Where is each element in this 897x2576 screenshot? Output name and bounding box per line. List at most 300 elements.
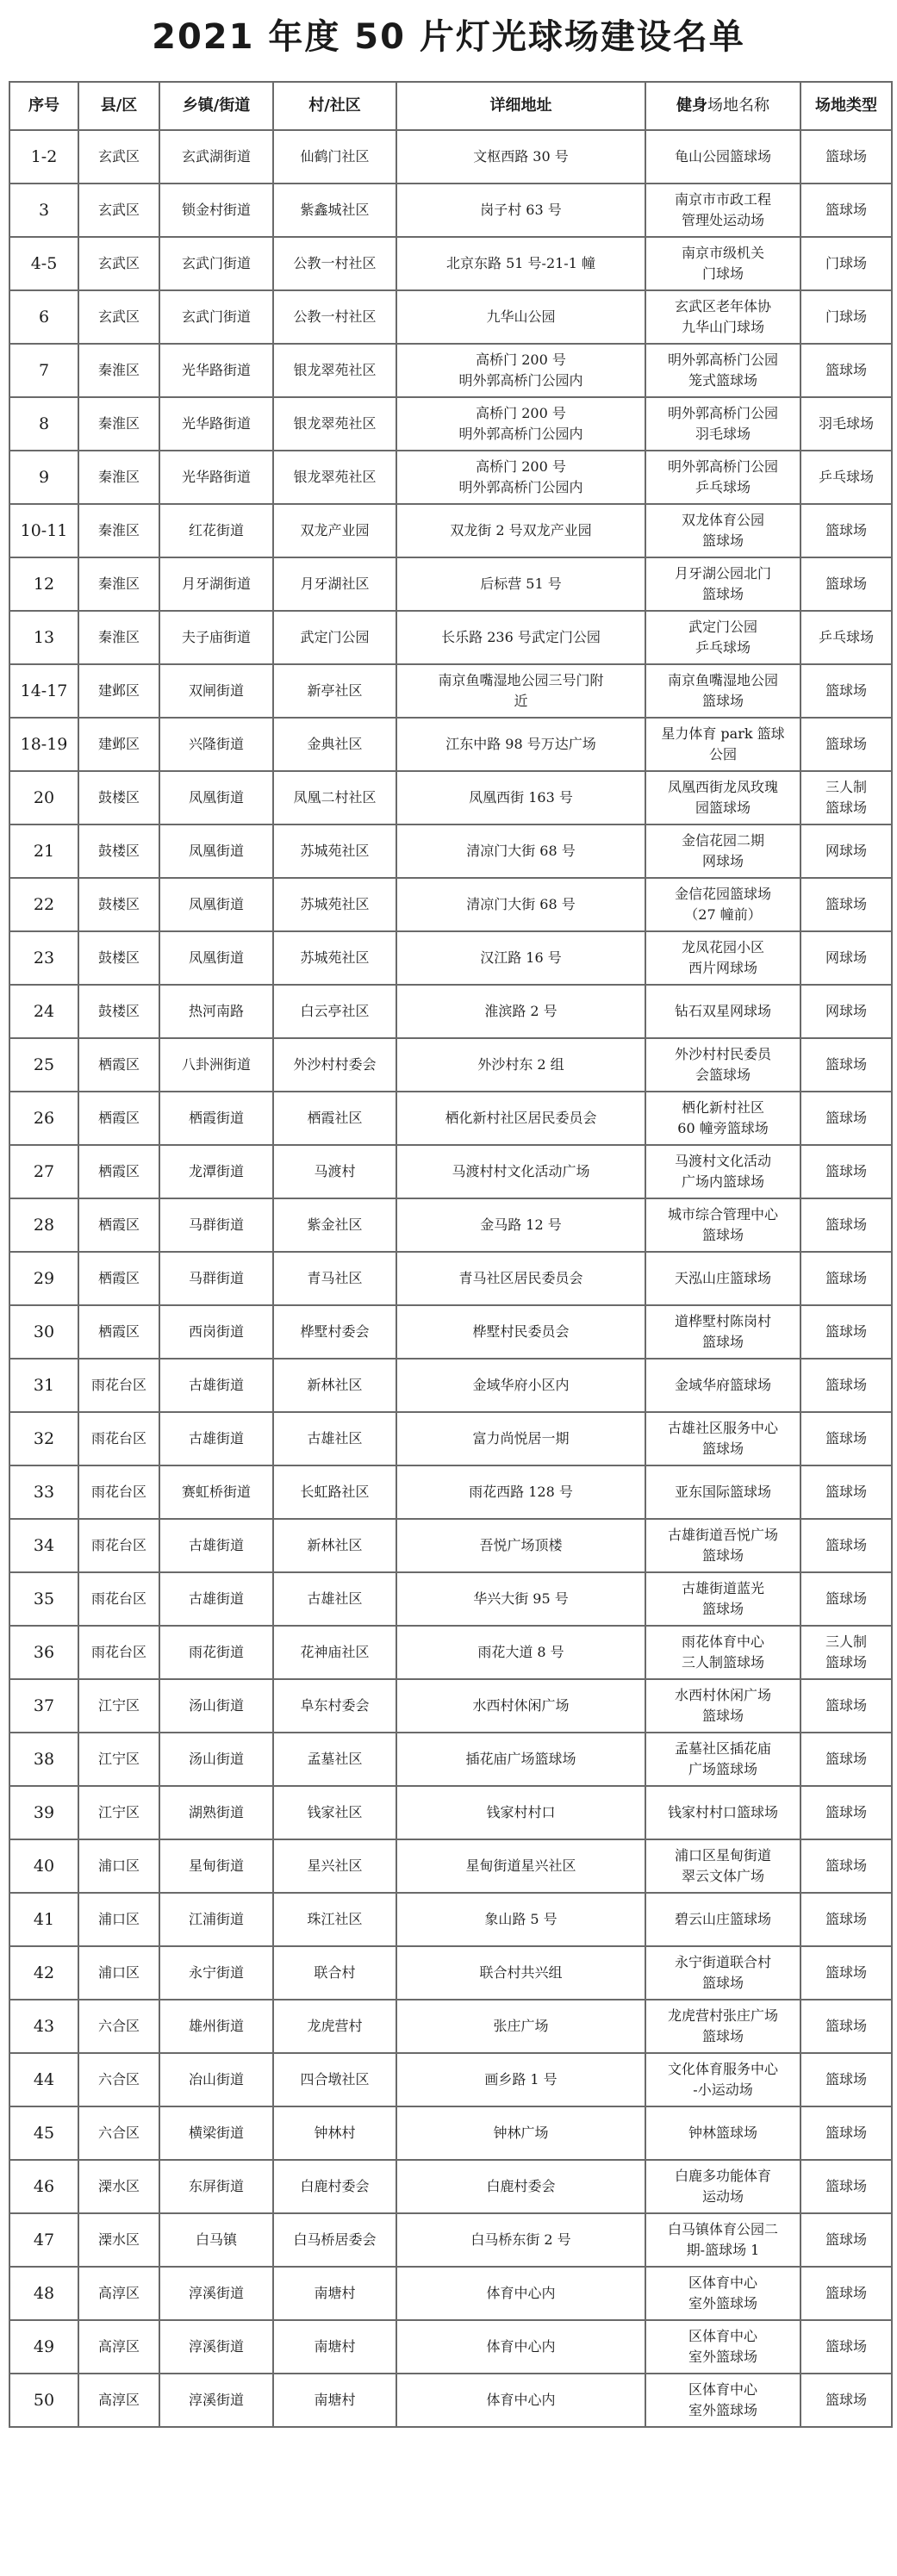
cell-seq: 8 bbox=[9, 397, 78, 451]
cell-seq: 46 bbox=[9, 2160, 78, 2213]
cell-venue: 区体育中心 室外篮球场 bbox=[645, 2320, 800, 2374]
cell-village: 白马桥居委会 bbox=[273, 2213, 396, 2267]
table-row bbox=[9, 931, 892, 985]
cell-venue: 武定门公园 乒乓球场 bbox=[645, 611, 800, 664]
cell-district: 六合区 bbox=[78, 2106, 159, 2160]
cell-district: 溧水区 bbox=[78, 2160, 159, 2213]
cell-venue: 外沙村村民委员 会篮球场 bbox=[645, 1038, 800, 1092]
table-row bbox=[9, 1572, 892, 1626]
cell-address: 体育中心内 bbox=[396, 2320, 645, 2374]
table-row bbox=[9, 130, 892, 184]
cell-venue: 碧云山庄篮球场 bbox=[645, 1893, 800, 1946]
cell-seq: 14-17 bbox=[9, 664, 78, 718]
cell-type: 篮球场 bbox=[800, 1465, 892, 1519]
cell-address: 富力尚悦居一期 bbox=[396, 1412, 645, 1465]
cell-street: 汤山街道 bbox=[159, 1733, 273, 1786]
cell-district: 江宁区 bbox=[78, 1733, 159, 1786]
cell-district: 江宁区 bbox=[78, 1679, 159, 1733]
table-row bbox=[9, 1305, 892, 1359]
cell-street: 凤凰街道 bbox=[159, 878, 273, 931]
cell-venue: 南京鱼嘴湿地公园 篮球场 bbox=[645, 664, 800, 718]
table-row bbox=[9, 290, 892, 344]
cell-village: 仙鹤门社区 bbox=[273, 130, 396, 184]
cell-venue: 明外郭高桥门公园 乒乓球场 bbox=[645, 451, 800, 504]
cell-type: 篮球场 bbox=[800, 878, 892, 931]
cell-seq: 42 bbox=[9, 1946, 78, 2000]
table-row bbox=[9, 878, 892, 931]
cell-village: 月牙湖社区 bbox=[273, 557, 396, 611]
cell-seq: 44 bbox=[9, 2053, 78, 2106]
table-row bbox=[9, 1626, 892, 1679]
cell-district: 栖霞区 bbox=[78, 1252, 159, 1305]
header-district: 县/区 bbox=[78, 82, 159, 130]
table-row bbox=[9, 397, 892, 451]
cell-venue: 区体育中心 室外篮球场 bbox=[645, 2374, 800, 2427]
cell-seq: 30 bbox=[9, 1305, 78, 1359]
cell-seq: 39 bbox=[9, 1786, 78, 1839]
cell-type: 篮球场 bbox=[800, 1519, 892, 1572]
cell-street: 兴隆街道 bbox=[159, 718, 273, 771]
table-row bbox=[9, 451, 892, 504]
cell-seq: 4-5 bbox=[9, 237, 78, 290]
cell-seq: 1-2 bbox=[9, 130, 78, 184]
cell-venue: 月牙湖公园北门 篮球场 bbox=[645, 557, 800, 611]
cell-street: 光华路街道 bbox=[159, 397, 273, 451]
cell-seq: 43 bbox=[9, 2000, 78, 2053]
cell-street: 东屏街道 bbox=[159, 2160, 273, 2213]
cell-street: 马群街道 bbox=[159, 1198, 273, 1252]
cell-district: 高淳区 bbox=[78, 2267, 159, 2320]
cell-type: 篮球场 bbox=[800, 1359, 892, 1412]
cell-type: 门球场 bbox=[800, 237, 892, 290]
cell-village: 外沙村村委会 bbox=[273, 1038, 396, 1092]
cell-venue: 南京市市政工程 管理处运动场 bbox=[645, 184, 800, 237]
table-row bbox=[9, 1786, 892, 1839]
table-row bbox=[9, 611, 892, 664]
cell-district: 秦淮区 bbox=[78, 344, 159, 397]
cell-type: 网球场 bbox=[800, 824, 892, 878]
table-row bbox=[9, 1519, 892, 1572]
table-row bbox=[9, 1038, 892, 1092]
cell-venue: 龙凤花园小区 西片网球场 bbox=[645, 931, 800, 985]
cell-seq: 35 bbox=[9, 1572, 78, 1626]
cell-address: 雨花大道 8 号 bbox=[396, 1626, 645, 1679]
cell-address: 高桥门 200 号 明外郭高桥门公园内 bbox=[396, 451, 645, 504]
cell-venue: 金域华府篮球场 bbox=[645, 1359, 800, 1412]
cell-type: 篮球场 bbox=[800, 184, 892, 237]
cell-street: 星甸街道 bbox=[159, 1839, 273, 1893]
cell-street: 玄武门街道 bbox=[159, 290, 273, 344]
cell-type: 三人制 篮球场 bbox=[800, 771, 892, 824]
table-row bbox=[9, 184, 892, 237]
court-list-table bbox=[9, 81, 893, 2428]
cell-type: 篮球场 bbox=[800, 2320, 892, 2374]
cell-seq: 36 bbox=[9, 1626, 78, 1679]
cell-street: 雄州街道 bbox=[159, 2000, 273, 2053]
cell-address: 北京东路 51 号-21-1 幢 bbox=[396, 237, 645, 290]
cell-address: 栖化新村社区居民委员会 bbox=[396, 1092, 645, 1145]
cell-street: 龙潭街道 bbox=[159, 1145, 273, 1198]
cell-village: 古雄社区 bbox=[273, 1412, 396, 1465]
cell-street: 永宁街道 bbox=[159, 1946, 273, 2000]
cell-type: 篮球场 bbox=[800, 2374, 892, 2427]
cell-village: 苏城苑社区 bbox=[273, 878, 396, 931]
table-row bbox=[9, 2374, 892, 2427]
cell-village: 银龙翠苑社区 bbox=[273, 344, 396, 397]
cell-seq: 28 bbox=[9, 1198, 78, 1252]
cell-address: 联合村共兴组 bbox=[396, 1946, 645, 2000]
cell-district: 玄武区 bbox=[78, 290, 159, 344]
cell-address: 长乐路 236 号武定门公园 bbox=[396, 611, 645, 664]
cell-village: 银龙翠苑社区 bbox=[273, 397, 396, 451]
cell-street: 淳溪街道 bbox=[159, 2267, 273, 2320]
cell-street: 古雄街道 bbox=[159, 1519, 273, 1572]
cell-street: 光华路街道 bbox=[159, 344, 273, 397]
cell-district: 浦口区 bbox=[78, 1893, 159, 1946]
cell-village: 新林社区 bbox=[273, 1519, 396, 1572]
cell-address: 凤凰西街 163 号 bbox=[396, 771, 645, 824]
table-row bbox=[9, 2000, 892, 2053]
cell-address: 金马路 12 号 bbox=[396, 1198, 645, 1252]
cell-street: 淳溪街道 bbox=[159, 2374, 273, 2427]
header-address: 详细地址 bbox=[396, 82, 645, 130]
cell-district: 雨花台区 bbox=[78, 1412, 159, 1465]
table-row bbox=[9, 2267, 892, 2320]
cell-district: 鼓楼区 bbox=[78, 771, 159, 824]
cell-type: 篮球场 bbox=[800, 2053, 892, 2106]
cell-village: 钱家社区 bbox=[273, 1786, 396, 1839]
cell-district: 栖霞区 bbox=[78, 1198, 159, 1252]
cell-district: 栖霞区 bbox=[78, 1092, 159, 1145]
table-body bbox=[9, 130, 892, 2427]
cell-street: 汤山街道 bbox=[159, 1679, 273, 1733]
cell-street: 江浦街道 bbox=[159, 1893, 273, 1946]
cell-type: 篮球场 bbox=[800, 2160, 892, 2213]
cell-village: 桦墅村委会 bbox=[273, 1305, 396, 1359]
cell-venue: 玄武区老年体协 九华山门球场 bbox=[645, 290, 800, 344]
cell-village: 四合墩社区 bbox=[273, 2053, 396, 2106]
cell-address: 插花庙广场篮球场 bbox=[396, 1733, 645, 1786]
cell-venue: 钱家村村口篮球场 bbox=[645, 1786, 800, 1839]
table-row bbox=[9, 771, 892, 824]
cell-village: 南塘村 bbox=[273, 2267, 396, 2320]
cell-venue: 永宁街道联合村 篮球场 bbox=[645, 1946, 800, 2000]
cell-street: 凤凰街道 bbox=[159, 931, 273, 985]
cell-village: 苏城苑社区 bbox=[273, 931, 396, 985]
cell-address: 外沙村东 2 组 bbox=[396, 1038, 645, 1092]
header-venue bbox=[645, 82, 800, 130]
cell-district: 浦口区 bbox=[78, 1946, 159, 2000]
cell-seq: 13 bbox=[9, 611, 78, 664]
cell-type: 篮球场 bbox=[800, 1305, 892, 1359]
cell-seq: 22 bbox=[9, 878, 78, 931]
cell-seq: 32 bbox=[9, 1412, 78, 1465]
cell-type: 篮球场 bbox=[800, 1786, 892, 1839]
cell-village: 龙虎营村 bbox=[273, 2000, 396, 2053]
cell-village: 钟林村 bbox=[273, 2106, 396, 2160]
cell-district: 秦淮区 bbox=[78, 557, 159, 611]
cell-type: 网球场 bbox=[800, 931, 892, 985]
cell-district: 栖霞区 bbox=[78, 1038, 159, 1092]
cell-seq: 50 bbox=[9, 2374, 78, 2427]
cell-address: 象山路 5 号 bbox=[396, 1893, 645, 1946]
cell-seq: 45 bbox=[9, 2106, 78, 2160]
cell-seq: 24 bbox=[9, 985, 78, 1038]
cell-village: 武定门公园 bbox=[273, 611, 396, 664]
cell-village: 白鹿村委会 bbox=[273, 2160, 396, 2213]
cell-village: 新林社区 bbox=[273, 1359, 396, 1412]
cell-venue: 南京市级机关 门球场 bbox=[645, 237, 800, 290]
table-header-row bbox=[9, 82, 892, 130]
cell-street: 白马镇 bbox=[159, 2213, 273, 2267]
cell-type: 篮球场 bbox=[800, 1145, 892, 1198]
cell-type: 篮球场 bbox=[800, 1412, 892, 1465]
cell-district: 鼓楼区 bbox=[78, 878, 159, 931]
cell-street: 湖熟街道 bbox=[159, 1786, 273, 1839]
table-row bbox=[9, 1733, 892, 1786]
cell-address: 南京鱼嘴湿地公园三号门附 近 bbox=[396, 664, 645, 718]
cell-district: 玄武区 bbox=[78, 184, 159, 237]
table-row bbox=[9, 1092, 892, 1145]
table-row bbox=[9, 1198, 892, 1252]
cell-village: 白云亭社区 bbox=[273, 985, 396, 1038]
cell-venue: 水西村休闲广场 篮球场 bbox=[645, 1679, 800, 1733]
cell-venue: 亚东国际篮球场 bbox=[645, 1465, 800, 1519]
header-village: 村/社区 bbox=[273, 82, 396, 130]
cell-venue: 城市综合管理中心 篮球场 bbox=[645, 1198, 800, 1252]
cell-seq: 29 bbox=[9, 1252, 78, 1305]
cell-village: 南塘村 bbox=[273, 2374, 396, 2427]
cell-venue: 钻石双星网球场 bbox=[645, 985, 800, 1038]
cell-seq: 9 bbox=[9, 451, 78, 504]
cell-street: 玄武湖街道 bbox=[159, 130, 273, 184]
cell-address: 金域华府小区内 bbox=[396, 1359, 645, 1412]
cell-type: 篮球场 bbox=[800, 1198, 892, 1252]
cell-venue: 古雄街道吾悦广场 篮球场 bbox=[645, 1519, 800, 1572]
cell-type: 三人制 篮球场 bbox=[800, 1626, 892, 1679]
cell-type: 乒乓球场 bbox=[800, 611, 892, 664]
cell-village: 珠江社区 bbox=[273, 1893, 396, 1946]
cell-type: 篮球场 bbox=[800, 1733, 892, 1786]
cell-seq: 38 bbox=[9, 1733, 78, 1786]
cell-type: 篮球场 bbox=[800, 1893, 892, 1946]
cell-village: 银龙翠苑社区 bbox=[273, 451, 396, 504]
cell-street: 栖霞街道 bbox=[159, 1092, 273, 1145]
cell-seq: 21 bbox=[9, 824, 78, 878]
table-row bbox=[9, 1412, 892, 1465]
table-row bbox=[9, 2213, 892, 2267]
cell-district: 鼓楼区 bbox=[78, 824, 159, 878]
cell-venue: 雨花体育中心 三人制篮球场 bbox=[645, 1626, 800, 1679]
cell-address: 清凉门大街 68 号 bbox=[396, 878, 645, 931]
cell-type: 篮球场 bbox=[800, 2213, 892, 2267]
cell-village: 联合村 bbox=[273, 1946, 396, 2000]
cell-seq: 25 bbox=[9, 1038, 78, 1092]
cell-street: 古雄街道 bbox=[159, 1412, 273, 1465]
cell-venue: 双龙体育公园 篮球场 bbox=[645, 504, 800, 557]
cell-seq: 6 bbox=[9, 290, 78, 344]
cell-village: 公教一村社区 bbox=[273, 237, 396, 290]
header-venue-rest: 场地名称 bbox=[707, 96, 769, 115]
header-street: 乡镇/街道 bbox=[159, 82, 273, 130]
cell-seq: 48 bbox=[9, 2267, 78, 2320]
table-row bbox=[9, 1252, 892, 1305]
cell-seq: 27 bbox=[9, 1145, 78, 1198]
cell-street: 凤凰街道 bbox=[159, 771, 273, 824]
cell-seq: 47 bbox=[9, 2213, 78, 2267]
cell-village: 南塘村 bbox=[273, 2320, 396, 2374]
cell-street: 冶山街道 bbox=[159, 2053, 273, 2106]
cell-type: 篮球场 bbox=[800, 2000, 892, 2053]
cell-address: 后标营 51 号 bbox=[396, 557, 645, 611]
cell-street: 双闸街道 bbox=[159, 664, 273, 718]
table-row bbox=[9, 1946, 892, 2000]
cell-venue: 金信花园篮球场 （27 幢前） bbox=[645, 878, 800, 931]
cell-venue: 白马镇体育公园二 期-篮球场 1 bbox=[645, 2213, 800, 2267]
cell-seq: 26 bbox=[9, 1092, 78, 1145]
cell-type: 篮球场 bbox=[800, 504, 892, 557]
cell-address: 清凉门大街 68 号 bbox=[396, 824, 645, 878]
table-row bbox=[9, 718, 892, 771]
cell-address: 白马桥东街 2 号 bbox=[396, 2213, 645, 2267]
cell-street: 夫子庙街道 bbox=[159, 611, 273, 664]
cell-village: 星兴社区 bbox=[273, 1839, 396, 1893]
cell-district: 雨花台区 bbox=[78, 1572, 159, 1626]
cell-venue: 道桦墅村陈岗村 篮球场 bbox=[645, 1305, 800, 1359]
cell-street: 凤凰街道 bbox=[159, 824, 273, 878]
cell-street: 红花街道 bbox=[159, 504, 273, 557]
cell-village: 阜东村委会 bbox=[273, 1679, 396, 1733]
cell-village: 新亭社区 bbox=[273, 664, 396, 718]
table-row bbox=[9, 1893, 892, 1946]
cell-address: 星甸街道星兴社区 bbox=[396, 1839, 645, 1893]
cell-address: 淮滨路 2 号 bbox=[396, 985, 645, 1038]
cell-district: 栖霞区 bbox=[78, 1305, 159, 1359]
table-row bbox=[9, 824, 892, 878]
cell-address: 高桥门 200 号 明外郭高桥门公园内 bbox=[396, 397, 645, 451]
cell-address: 岗子村 63 号 bbox=[396, 184, 645, 237]
cell-street: 古雄街道 bbox=[159, 1359, 273, 1412]
table-row bbox=[9, 2053, 892, 2106]
cell-address: 白鹿村委会 bbox=[396, 2160, 645, 2213]
cell-village: 公教一村社区 bbox=[273, 290, 396, 344]
cell-district: 建邺区 bbox=[78, 718, 159, 771]
cell-venue: 龙虎营村张庄广场 篮球场 bbox=[645, 2000, 800, 2053]
table-row bbox=[9, 2160, 892, 2213]
cell-type: 篮球场 bbox=[800, 2267, 892, 2320]
cell-type: 篮球场 bbox=[800, 1572, 892, 1626]
cell-village: 马渡村 bbox=[273, 1145, 396, 1198]
cell-district: 建邺区 bbox=[78, 664, 159, 718]
cell-venue: 古雄街道蓝光 篮球场 bbox=[645, 1572, 800, 1626]
cell-seq: 20 bbox=[9, 771, 78, 824]
cell-district: 玄武区 bbox=[78, 130, 159, 184]
cell-district: 秦淮区 bbox=[78, 504, 159, 557]
cell-seq: 33 bbox=[9, 1465, 78, 1519]
cell-seq: 7 bbox=[9, 344, 78, 397]
cell-seq: 12 bbox=[9, 557, 78, 611]
cell-district: 秦淮区 bbox=[78, 611, 159, 664]
cell-village: 金典社区 bbox=[273, 718, 396, 771]
cell-type: 篮球场 bbox=[800, 1946, 892, 2000]
cell-address: 青马社区居民委员会 bbox=[396, 1252, 645, 1305]
cell-village: 双龙产业园 bbox=[273, 504, 396, 557]
cell-type: 网球场 bbox=[800, 985, 892, 1038]
cell-seq: 23 bbox=[9, 931, 78, 985]
cell-venue: 古雄社区服务中心 篮球场 bbox=[645, 1412, 800, 1465]
table-row bbox=[9, 1145, 892, 1198]
cell-venue: 凤凰西街龙凤玫瑰 园篮球场 bbox=[645, 771, 800, 824]
cell-district: 高淳区 bbox=[78, 2320, 159, 2374]
cell-venue: 星力体育 park 篮球 公园 bbox=[645, 718, 800, 771]
cell-address: 江东中路 98 号万达广场 bbox=[396, 718, 645, 771]
cell-type: 乒乓球场 bbox=[800, 451, 892, 504]
cell-street: 西岗街道 bbox=[159, 1305, 273, 1359]
cell-street: 马群街道 bbox=[159, 1252, 273, 1305]
cell-venue: 文化体育服务中心 -小运动场 bbox=[645, 2053, 800, 2106]
cell-seq: 34 bbox=[9, 1519, 78, 1572]
cell-street: 八卦洲街道 bbox=[159, 1038, 273, 1092]
cell-district: 雨花台区 bbox=[78, 1519, 159, 1572]
cell-address: 文枢西路 30 号 bbox=[396, 130, 645, 184]
cell-address: 汉江路 16 号 bbox=[396, 931, 645, 985]
cell-venue: 孟墓社区插花庙 广场篮球场 bbox=[645, 1733, 800, 1786]
cell-street: 雨花街道 bbox=[159, 1626, 273, 1679]
header-venue-bold: 健身 bbox=[676, 96, 707, 115]
cell-seq: 31 bbox=[9, 1359, 78, 1412]
cell-district: 高淳区 bbox=[78, 2374, 159, 2427]
cell-type: 羽毛球场 bbox=[800, 397, 892, 451]
cell-street: 热河南路 bbox=[159, 985, 273, 1038]
cell-type: 篮球场 bbox=[800, 1038, 892, 1092]
cell-address: 九华山公园 bbox=[396, 290, 645, 344]
cell-address: 钟林广场 bbox=[396, 2106, 645, 2160]
cell-village: 花神庙社区 bbox=[273, 1626, 396, 1679]
cell-district: 鼓楼区 bbox=[78, 931, 159, 985]
cell-venue: 钟林篮球场 bbox=[645, 2106, 800, 2160]
cell-seq: 41 bbox=[9, 1893, 78, 1946]
cell-street: 锁金村街道 bbox=[159, 184, 273, 237]
cell-village: 栖霞社区 bbox=[273, 1092, 396, 1145]
table-row bbox=[9, 1679, 892, 1733]
cell-venue: 马渡村文化活动 广场内篮球场 bbox=[645, 1145, 800, 1198]
table-row bbox=[9, 237, 892, 290]
cell-village: 苏城苑社区 bbox=[273, 824, 396, 878]
table-row bbox=[9, 344, 892, 397]
cell-village: 凤凰二村社区 bbox=[273, 771, 396, 824]
cell-street: 赛虹桥街道 bbox=[159, 1465, 273, 1519]
cell-venue: 龟山公园篮球场 bbox=[645, 130, 800, 184]
cell-district: 雨花台区 bbox=[78, 1465, 159, 1519]
cell-address: 吾悦广场顶楼 bbox=[396, 1519, 645, 1572]
cell-type: 门球场 bbox=[800, 290, 892, 344]
table-row bbox=[9, 2106, 892, 2160]
cell-seq: 49 bbox=[9, 2320, 78, 2374]
cell-district: 溧水区 bbox=[78, 2213, 159, 2267]
cell-district: 雨花台区 bbox=[78, 1626, 159, 1679]
cell-address: 华兴大街 95 号 bbox=[396, 1572, 645, 1626]
cell-venue: 明外郭高桥门公园 笼式篮球场 bbox=[645, 344, 800, 397]
cell-village: 紫鑫城社区 bbox=[273, 184, 396, 237]
cell-address: 钱家村村口 bbox=[396, 1786, 645, 1839]
cell-district: 六合区 bbox=[78, 2053, 159, 2106]
table-row bbox=[9, 1359, 892, 1412]
cell-street: 古雄街道 bbox=[159, 1572, 273, 1626]
cell-address: 画乡路 1 号 bbox=[396, 2053, 645, 2106]
cell-address: 高桥门 200 号 明外郭高桥门公园内 bbox=[396, 344, 645, 397]
cell-address: 体育中心内 bbox=[396, 2374, 645, 2427]
cell-village: 长虹路社区 bbox=[273, 1465, 396, 1519]
